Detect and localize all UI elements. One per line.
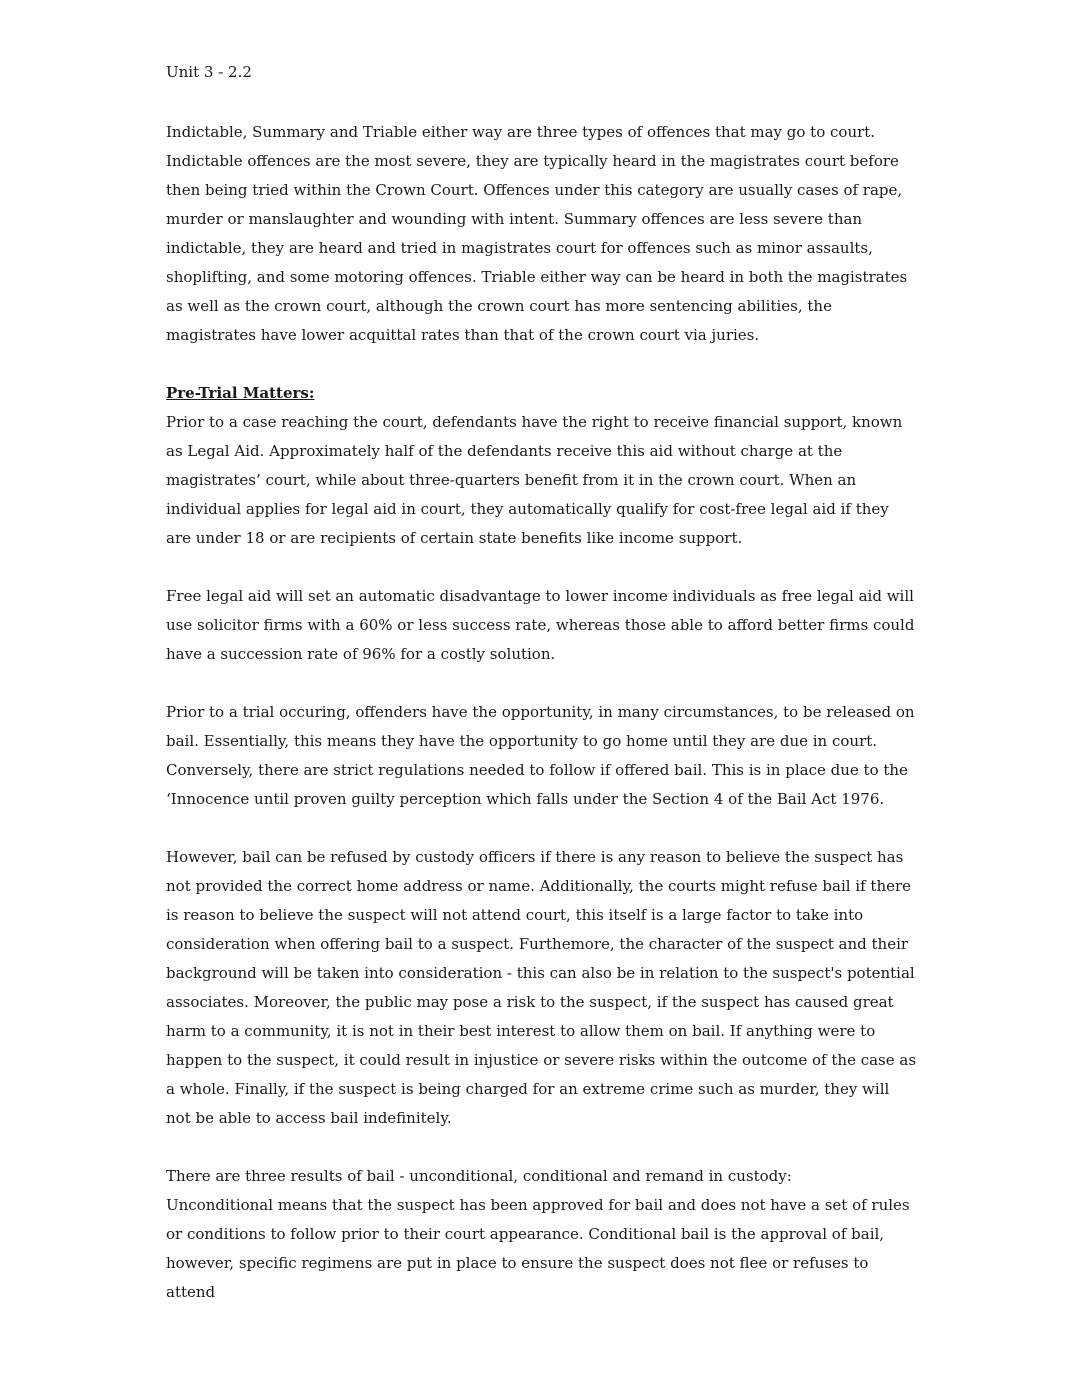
paragraph-offence-types: Indictable, Summary and Triable either way are three types of offences that may go to court. Indictable offences are the most severe, they are typically heard in the magistrates court before then being tried within the Crown Court. Offences under this category are usually cases of rape, murder or manslaughter and wounding with intent. Summary offences are less severe than indictable, they are heard and tried in magistrates court for offences such as minor assaults, shoplifting, and some motoring offences. Triable either way can be heard in both the magistrates as well as the crown court, although the crown court has more sentencing abilities, the magistrates have lower acquittal rates than that of the crown court via juries. (166, 123, 908, 344)
paragraph-bail-results-intro: There are three results of bail - unconditional, conditional and remand in custody: (166, 1167, 792, 1185)
paragraph-bail-intro: Prior to a trial occuring, offenders have the opportunity, in many circumstances, to be released on bail. Essentially, this means they have the opportunity to go home until they are due in court. Conversely, there are strict regulations needed to follow if offered bail. This is in place due to the ‘Innocence until proven guilty perception which falls under the Section 4 of the Bail Act 1976. (166, 703, 915, 808)
paragraph-bail-refusal: However, bail can be refused by custody officers if there is any reason to believe the suspect has not provided the correct home address or name. Additionally, the courts might refuse bail if there is reason to believe the suspect will not attend court, this itself is a large factor to take into consideration when offering bail to a suspect. Furthemore, the character of the suspect and their background will be taken into consideration - this can also be in relation to the suspect's potential associates. Moreover, the public may pose a risk to the suspect, if the suspect has caused great harm to a community, it is not in their best interest to allow them on bail. If anything were to happen to the suspect, it could result in injustice or severe risks within the outcome of the case as a whole. Finally, if the suspect is being charged for an extreme crime such as murder, they will not be able to access bail indefinitely. (166, 848, 917, 1127)
paragraph-free-legal-aid: Free legal aid will set an automatic disadvantage to lower income individuals as free legal aid will use solicitor firms with a 60% or less success rate, whereas those able to afford better firms could have a succession rate of 96% for a costly solution. (166, 587, 915, 663)
heading-pre-trial-matters: Pre-Trial Matters: (166, 384, 315, 402)
paragraph-bail-results-body: Unconditional means that the suspect has been approved for bail and does not have a set of rules or conditions to follow prior to their court appearance. Conditional bail is the approval of bail, however, specific regimens are put in place to ensure the suspect does not flee or refuses to attend (166, 1196, 910, 1301)
paragraph-legal-aid: Prior to a case reaching the court, defendants have the right to receive financial support, known as Legal Aid. Approximately half of the defendants receive this aid without charge at the magistrates’ court, while about three-quarters benefit from it in the crown court. When an individual applies for legal aid in court, they automatically qualify for cost-free legal aid if they are under 18 or are recipients of certain state benefits like income support. (166, 413, 903, 547)
document-body (166, 118, 918, 1307)
unit-header: Unit 3 - 2.2 (166, 63, 252, 81)
